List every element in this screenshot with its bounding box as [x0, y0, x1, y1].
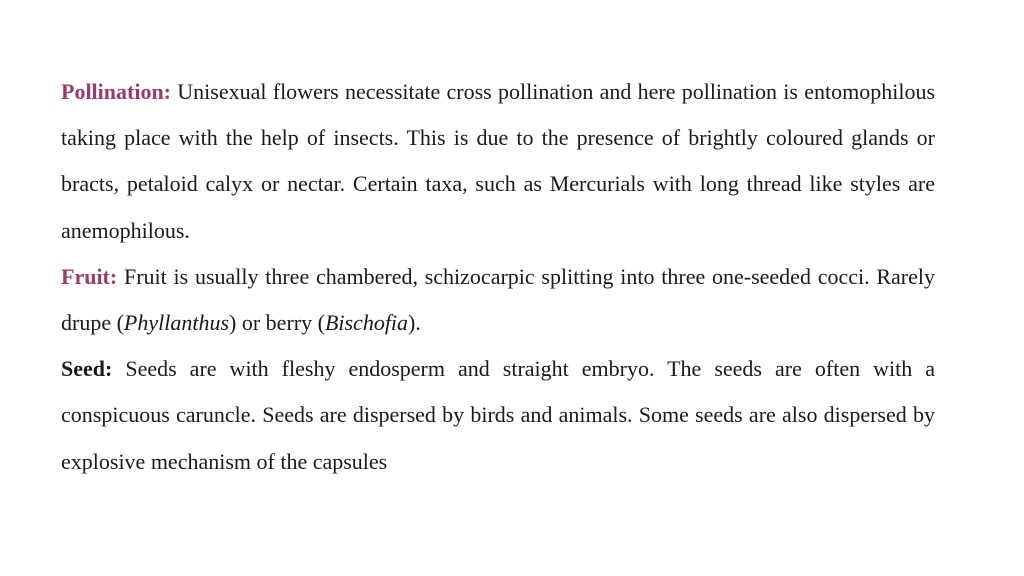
fruit-italic-phyllanthus: Phyllanthus [123, 310, 230, 336]
pollination-paragraph [61, 69, 935, 254]
fruit-text-3: ). [408, 310, 421, 336]
pollination-label: Pollination: [61, 79, 172, 104]
seed-paragraph [61, 346, 935, 485]
fruit-paragraph [61, 254, 935, 346]
fruit-label: Fruit: [61, 263, 118, 289]
pollination-text: Unisexual flowers necessitate cross pollination and here pollination is entomophilous taking place with the help of insects. This is due to the presence of brightly coloured glands or bracts, petaloid calyx or nectar. Certain taxa, such as Mercurials with long thread like styles are anemophilous. [61, 79, 936, 243]
seed-text: Seeds are with fleshy endosperm and straight embryo. The seeds are often with a conspicuous caruncle. Seeds are dispersed by birds and animals. Some seeds are also dispersed by explosive mechanism of the capsules [61, 356, 935, 474]
fruit-text-2: ) or berry ( [229, 310, 325, 336]
slide-content [61, 69, 935, 485]
fruit-text-1: Fruit is usually three chambered, schizocarpic splitting into three one-seeded cocci. Rarely drupe ( [61, 263, 935, 336]
seed-label: Seed: [61, 356, 113, 382]
fruit-italic-bischofia: Bischofia [324, 310, 409, 336]
